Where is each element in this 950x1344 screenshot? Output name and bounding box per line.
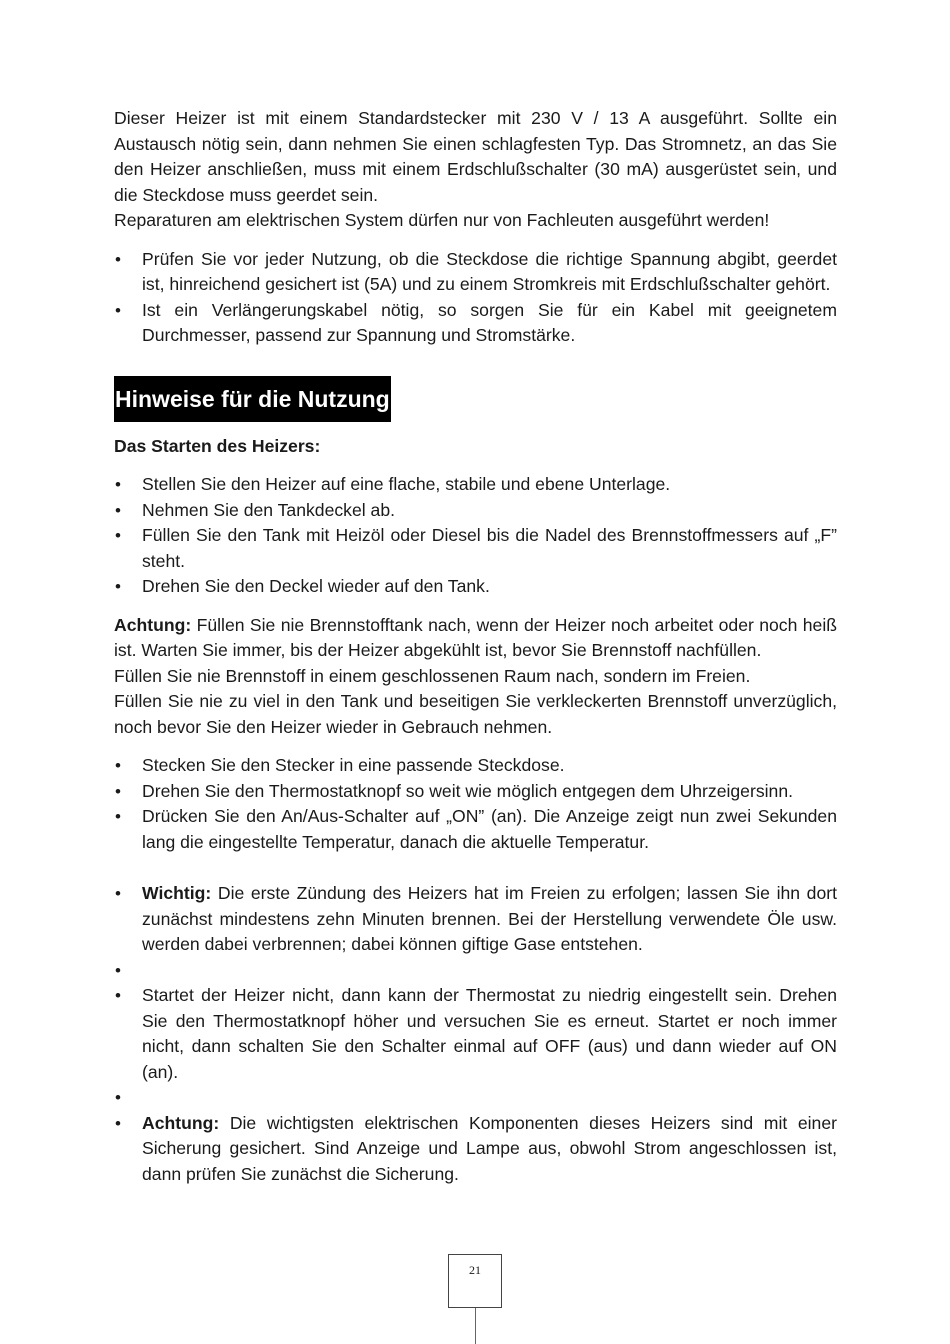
safety-bullet-list	[114, 247, 837, 349]
list-item: • Drehen Sie den Deckel wieder auf den Tank.	[114, 574, 837, 600]
list-item: • Nehmen Sie den Tankdeckel ab.	[114, 498, 837, 524]
warning-label: Achtung:	[114, 614, 192, 635]
list-item: • Ist ein Verlängerungskabel nötig, so sorgen Sie für ein Kabel mit geeignetem Durchmesser, passend zur Spannung und Stromstärke.	[114, 298, 837, 349]
section-heading-wrap	[114, 376, 837, 422]
start-bullet-list	[114, 472, 837, 600]
list-item: • Drehen Sie den Thermostatknopf so weit wie möglich entgegen dem Uhrzeigersinn.	[114, 779, 837, 805]
page-number-box	[448, 1254, 502, 1308]
warning-line-2: Füllen Sie nie Brennstoff in einem geschlossenen Raum nach, sondern im Freien.	[114, 665, 751, 686]
list-item: • Prüfen Sie vor jeder Nutzung, ob die Steckdose die richtige Spannung abgibt, geerdet ist, hinreichend gesichert ist (5A) und zu einem Stromkreis mit Erdschlußschalter gehört.	[114, 247, 837, 298]
important-text: Die erste Zündung des Heizers hat im Freien zu erfolgen; lassen Sie ihn dort zunächst mindestens zehn Minuten brennen. Bei der Herstellung verwendete Öle usw. werden dabei verbrennen; dabei können giftige Gase entstehen.	[142, 883, 837, 954]
subheading: Das Starten des Heizers:	[114, 435, 321, 456]
warning-line-3: Füllen Sie nie zu viel in den Tank und beseitigen Sie verkleckerten Brennstoff unverzüglich, noch bevor Sie den Heizer wieder in Gebrauch nehmen.	[114, 691, 837, 737]
operate-bullet-list	[114, 753, 837, 855]
fuse-text: Die wichtigsten elektrischen Komponenten dieses Heizers sind mit einer Sicherung gesichert. Sind Anzeige und Lampe aus, obwohl Strom angeschlossen ist, dann prüfen Sie zunächst die Sicherung.	[142, 1112, 837, 1184]
list-item-important	[114, 881, 837, 958]
fuse-label: Achtung:	[142, 1112, 220, 1133]
footer-line	[475, 1308, 476, 1344]
list-item-fuse	[114, 1111, 837, 1188]
intro-paragraph: Dieser Heizer ist mit einem Standardstecker mit 230 V / 13 A ausgeführt. Sollte ein Austausch nötig sein, dann nehmen Sie einen schlagfesten Typ. Das Stromnetz, an das Sie den Heizer anschließen, muss mit einem Erdschlußschalter (30 mA) ausgerüstet sein, und die Steckdose muss geerdet sein.	[114, 108, 837, 205]
list-item: • Drücken Sie den An/Aus-Schalter auf „ON” (an). Die Anzeige zeigt nun zwei Sekunden lang die eingestellte Temperatur, danach die aktuelle Temperatur.	[114, 804, 837, 855]
warning-text: Füllen Sie nie Brennstofftank nach, wenn der Heizer noch arbeitet oder noch heiß ist. Warten Sie immer, bis der Heizer abgekühlt ist, bevor Sie Brennstoff nachfüllen.	[114, 614, 837, 660]
document-page	[114, 106, 837, 1200]
list-item: • Stecken Sie den Stecker in eine passende Steckdose.	[114, 753, 837, 779]
spacer	[114, 855, 837, 881]
important-label: Wichtig:	[142, 883, 212, 903]
warning-paragraph	[114, 613, 837, 664]
list-item-empty	[114, 958, 837, 984]
repair-notice: Reparaturen am elektrischen System dürfen nur von Fachleuten ausgeführt werden!	[114, 210, 770, 230]
list-item: • Startet der Heizer nicht, dann kann der Thermostat zu niedrig eingestellt sein. Drehen Sie den Thermostatknopf höher und versuchen Sie es erneut. Startet er noch immer nicht, dann schalten Sie den Schalter einmal auf OFF (aus) und dann wieder auf ON (an).	[114, 983, 837, 1085]
list-item-empty	[114, 1085, 837, 1111]
notes-bullet-list	[114, 881, 837, 1187]
list-item: • Füllen Sie den Tank mit Heizöl oder Diesel bis die Nadel des Brennstoffmessers auf „F” steht.	[114, 523, 837, 574]
list-item: • Stellen Sie den Heizer auf eine flache, stabile und ebene Unterlage.	[114, 472, 837, 498]
section-heading: Hinweise für die Nutzung	[114, 376, 391, 422]
page-number: 21	[469, 1263, 481, 1277]
